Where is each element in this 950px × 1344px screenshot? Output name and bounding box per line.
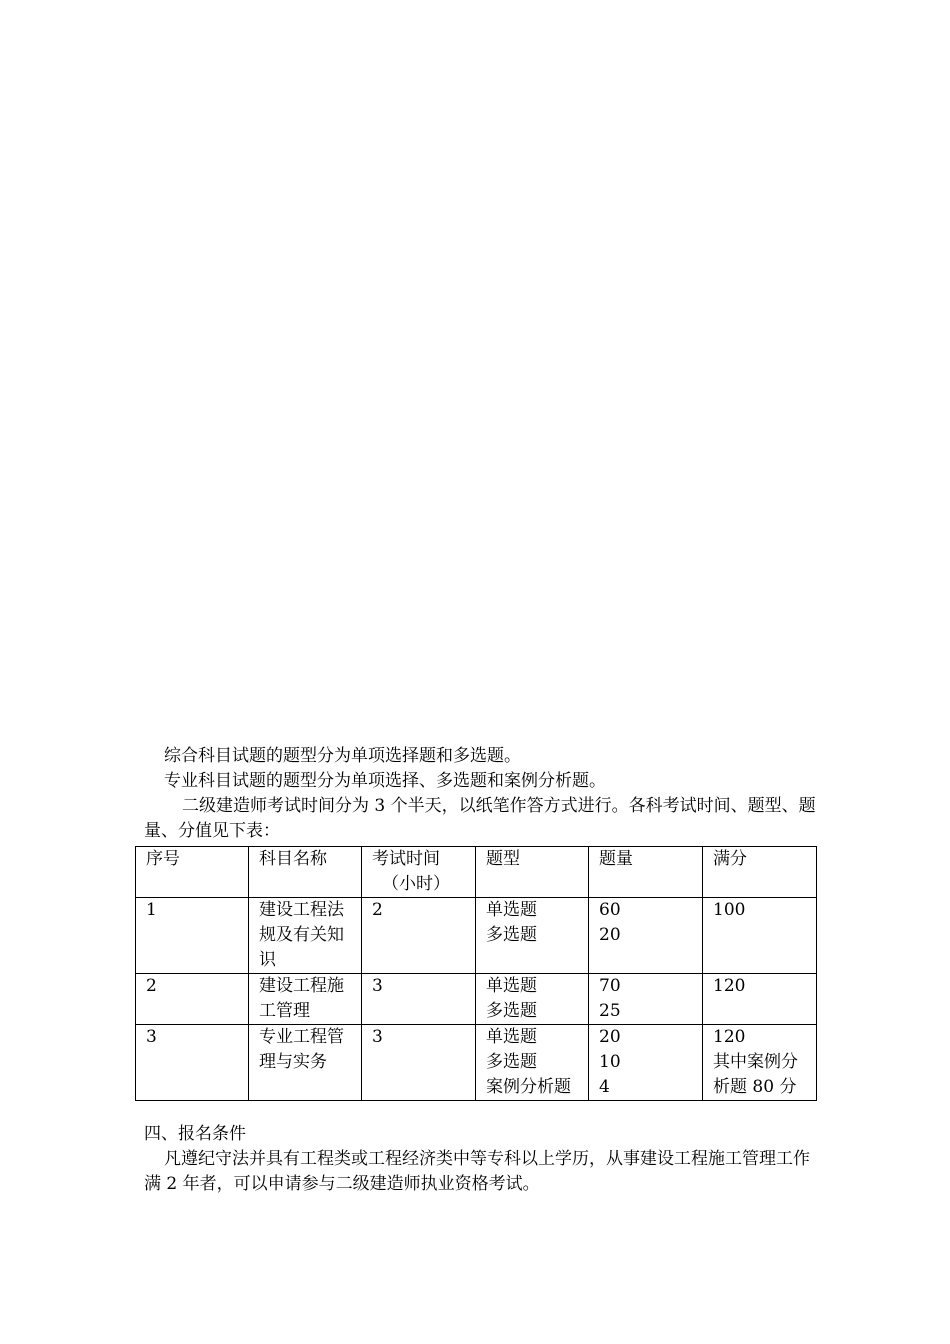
row-no: 2	[136, 974, 249, 1025]
row-time: 2	[362, 898, 476, 974]
row-counts: 70 25	[589, 974, 703, 1025]
registration-section	[144, 1122, 816, 1197]
table-header-row	[136, 847, 817, 898]
header-type: 题型	[476, 847, 589, 898]
row-score: 120 其中案例分 析题 80 分	[703, 1025, 817, 1101]
header-no: 序号	[136, 847, 249, 898]
row-subject: 专业工程管 理与实务	[249, 1025, 362, 1101]
row-types: 单选题 多选题	[476, 974, 589, 1025]
row-subject: 建设工程法 规及有关知 识	[249, 898, 362, 974]
section-body: 凡遵纪守法并具有工程类或工程经济类中等专科以上学历，从事建设工程施工管理工作满 2 年者，可以申请参与二级建造师执业资格考试。	[144, 1149, 810, 1194]
row-no: 1	[136, 898, 249, 974]
row-types: 单选题 多选题	[476, 898, 589, 974]
row-time: 3	[362, 1025, 476, 1101]
header-time: 考试时间 （小时）	[362, 847, 476, 898]
row-counts: 60 20	[589, 898, 703, 974]
row-time: 3	[362, 974, 476, 1025]
intro-line-schedule: 二级建造师考试时间分为 3 个半天，以纸笔作答方式进行。各科考试时间、题型、题量、分值见下表：	[144, 796, 816, 841]
row-subject: 建设工程施 工管理	[249, 974, 362, 1025]
row-no: 3	[136, 1025, 249, 1101]
row-types: 单选题 多选题 案例分析题	[476, 1025, 589, 1101]
intro-paragraphs	[144, 744, 816, 844]
row-counts: 20 10 4	[589, 1025, 703, 1101]
exam-table	[135, 846, 817, 1101]
row-score: 120	[703, 974, 817, 1025]
section-heading: 四、报名条件	[144, 1124, 246, 1144]
header-score: 满分	[703, 847, 817, 898]
row-score: 100	[703, 898, 817, 974]
header-count: 题量	[589, 847, 703, 898]
intro-line-comprehensive: 综合科目试题的题型分为单项选择题和多选题。	[164, 746, 521, 766]
table-row	[136, 898, 817, 974]
header-subject: 科目名称	[249, 847, 362, 898]
intro-line-professional: 专业科目试题的题型分为单项选择、多选题和案例分析题。	[164, 771, 606, 791]
table-row	[136, 974, 817, 1025]
table-row	[136, 1025, 817, 1101]
